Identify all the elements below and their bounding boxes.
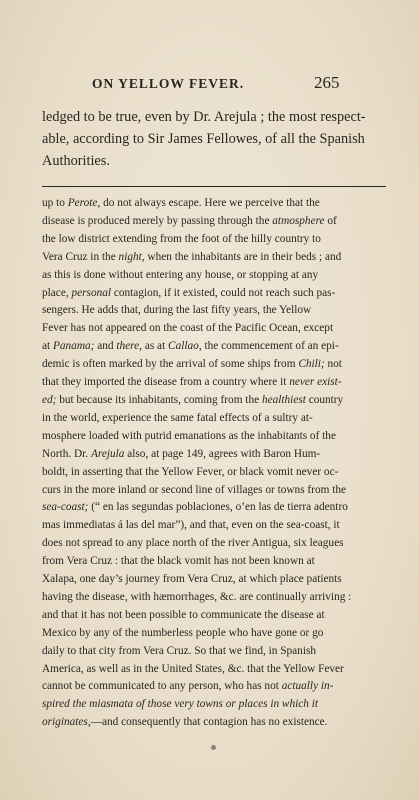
footnote-text: up to [42,197,68,209]
footnote-line [42,464,386,482]
footnote-text: , when the inhabitants are in their beds ; and [141,250,342,263]
footnote-text: Fever has not appeared on the coast of the Pacific Ocean, except [42,322,334,335]
footnote-italic: spired the miasmata of those very towns or places in which it [42,698,319,711]
footnote-line [42,428,386,446]
main-text [42,106,386,172]
main-text-line: ledged to be true, even by Dr. Arejula ; the most respect- [42,109,366,125]
footnote-text: ,—and consequently that contagion has no existence. [87,716,328,729]
footnote-line [42,231,386,249]
footnote [42,195,386,732]
footnote-text: Xalapa, one day’s journey from Vera Cruz, at which place patients [42,573,342,586]
footnote-text: cannot be communicated to any person, who has not [42,680,282,693]
footnote-italic: personal [71,286,112,299]
footnote-text: , do not always escape. Here we perceive that the [97,197,320,209]
footnote-rule [42,186,386,187]
footnote-line [42,643,386,661]
footnote-text: , as at [139,340,169,353]
footnote-text: that they imported the disease from a country where it [42,376,290,389]
footnote-italic: sea-coast; [42,501,89,514]
footnote-text: mosphere loaded with putrid emanations as the inhabitants of the [42,429,336,442]
footnote-line [42,482,386,500]
footnote-line [42,714,386,732]
footnote-line [42,320,386,338]
footnote-italic: Arejula [90,447,125,460]
ink-dot [211,745,216,750]
footnote-text: America, as well as in the United States, &c. that the Yellow Fever [42,662,344,675]
footnote-text: not [324,358,342,371]
footnote-line [42,625,386,643]
footnote-italic: night [118,250,142,263]
footnote-text: demic is often marked by the arrival of some ships from [42,358,299,371]
running-title: ON YELLOW FEVER. [92,76,245,91]
footnote-line [42,338,386,356]
footnote-text: place, [42,286,72,299]
footnote-italic: Panama; [52,340,95,353]
footnote-text: disease is produced merely by passing through the [42,214,273,227]
footnote-text: and that it has not been possible to communicate the disease at [42,608,325,621]
footnote-text: and [94,340,117,353]
footnote-text: daily to that city from Vera Cruz. So that we find, in Spanish [42,644,317,657]
footnote-line [42,213,386,231]
footnote-text: the low district extending from the foot of the hilly country to [42,232,321,245]
footnote-line [42,267,386,285]
footnote-text: having the disease, with hæmorrhages, &c. are continually arriving : [42,590,352,603]
footnote-line [42,302,386,320]
footnote-line [42,607,386,625]
footnote-line [42,517,386,535]
footnote-line [42,661,386,679]
footnote-line [42,249,386,267]
main-text-line: able, according to Sir James Fellowes, of all the Spanish [42,131,365,147]
page-number: 265 [314,73,340,92]
footnote-text: also, at page 149, agrees with Baron Hum- [124,447,321,460]
footnote-text: contagion, if it existed, could not reach such pas- [111,286,336,299]
footnote-text: from Vera Cruz : that the black vomit has not been known at [42,555,315,568]
footnote-text: of [324,214,337,227]
footnote-italic: ed; [42,393,57,406]
page-header [0,73,419,98]
footnote-italic: never exist- [289,376,342,389]
footnote-text: Mexico by any of the numberless people who have gone or go [42,626,324,639]
footnote-italic: Callao [168,340,199,353]
footnote-line [42,499,386,517]
footnote-italic: actually in- [281,680,334,693]
footnote-text: at [42,340,53,353]
footnote-line [42,678,386,696]
footnote-line [42,392,386,410]
footnote-text: mas immediatas á las del mar”), and that, even on the sea-coast, it [42,519,340,532]
main-text-line: Authorities. [42,153,110,169]
footnote-text: does not spread to any place north of the river Antigua, six leagues [42,537,344,550]
footnote-italic: Perote [67,197,98,209]
footnote-line [42,446,386,464]
footnote-text: sengers. He adds that, during the last fifty years, the Yellow [42,304,312,317]
footnote-italic: atmosphere [272,214,325,227]
footnote-line [42,553,386,571]
footnote-italic: there [116,340,140,353]
footnote-text: country [305,393,344,406]
footnote-text: curs in the more inland or second line of villages or towns from the [42,483,347,496]
footnote-text: (“ en las segundas poblaciones, o’en las de tierra adentro [88,501,348,514]
footnote-line [42,356,386,374]
footnote-italic: Chili; [298,358,325,371]
footnote-text: Vera Cruz in the [42,250,119,263]
footnote-text: as this is done without entering any house, or stopping at any [42,268,319,281]
footnote-italic: healthiest [261,393,306,406]
footnote-text: but because its inhabitants, coming from the [56,393,262,406]
footnote-line [42,195,386,213]
footnote-text: boldt, in asserting that the Yellow Fever, or black vomit never oc- [42,465,339,478]
footnote-line [42,589,386,607]
footnote-text: in the world, experience the same fatal effects of a sultry at- [42,411,313,424]
footnote-text: , the commencement of an epi- [198,340,339,353]
footnote-line [42,696,386,714]
footnote-italic: originates [42,716,88,729]
footnote-line [42,374,386,392]
footnote-line [42,571,386,589]
footnote-line [42,535,386,553]
footnote-line [42,285,386,303]
footnote-line [42,410,386,428]
footnote-text: North. Dr. [42,447,91,460]
